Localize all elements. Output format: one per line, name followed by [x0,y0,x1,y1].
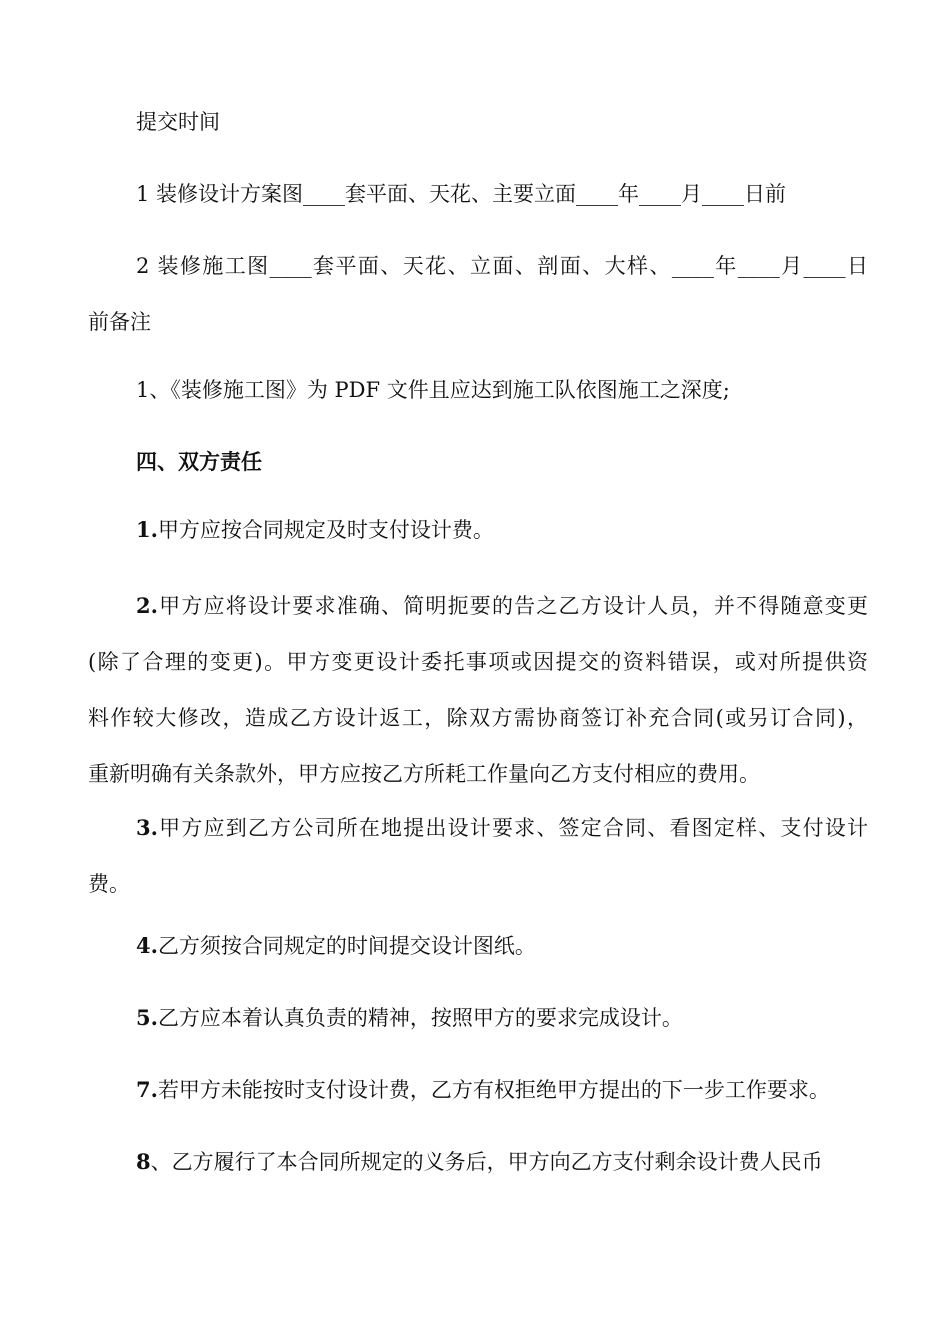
duty-4-text: 乙方须按合同规定的时间提交设计图纸。 [157,934,536,958]
duty-1-text: 甲方应按合同规定及时支付设计费。 [157,518,494,542]
duty-item-3 [88,800,868,912]
duty-7-text: 若甲方未能按时支付设计费，乙方有权拒绝甲方提出的下一步工作要求。 [157,1078,830,1102]
duty-item-4 [88,918,868,974]
duty-item-1 [88,502,868,558]
duty-item-5 [88,990,868,1046]
note-1-text: 1、《装修施工图》为 PDF 文件且应达到施工队依图施工之深度; [136,378,730,402]
duty-2-line2: (除了合理的变更)。甲方变更设计委托事项或因提交的资料错误，或对所提供资 [88,650,868,674]
submit-time-text: 提交时间 [136,110,220,134]
duty-1-number: 1. [136,517,158,542]
duty-2-line1 [88,578,868,634]
schedule-item-2-line1: 2 装修施工图____套平面、天花、立面、剖面、大样、____年____月____日 [136,254,868,278]
section-heading-text: 四、双方责任 [136,449,262,474]
duty-item-2 [88,578,868,802]
duty-3-number: 3. [136,815,158,840]
schedule-item-1-text: 1 装修设计方案图____套平面、天花、主要立面____年____月____日前 [136,182,787,206]
duty-8-number: 8 [136,1149,151,1174]
duty-item-7 [88,1062,868,1118]
duty-2-number: 2. [136,593,158,618]
duty-5-number: 5. [136,1005,158,1030]
duty-3-line1-text: 甲方应到乙方公司所在地提出设计要求、签定合同、看图定样、支付设计 [157,816,868,840]
duty-item-8 [88,1134,868,1190]
schedule-item-2-line2: 前备注 [88,310,151,334]
duty-8-text: 、乙方履行了本合同所规定的义务后，甲方向乙方支付剩余设计费人民币 [150,1150,823,1174]
duty-2-line1-text: 甲方应将设计要求准确、简明扼要的告之乙方设计人员，并不得随意变更 [157,594,868,618]
duty-7-number: 7. [136,1077,158,1102]
duty-3-line1 [88,800,868,856]
duty-2-line3: 料作较大修改，造成乙方设计返工，除双方需协商签订补充合同(或另订合同)， [88,706,868,730]
duty-4-number: 4. [136,933,158,958]
section-heading-duties [88,434,868,490]
submit-time-label [88,94,868,150]
note-1 [88,362,868,418]
schedule-item-2 [88,238,868,350]
schedule-item-1 [88,166,868,222]
duty-5-text: 乙方应本着认真负责的精神，按照甲方的要求完成设计。 [157,1006,683,1030]
duty-2-line4: 重新明确有关条款外，甲方应按乙方所耗工作量向乙方支付相应的费用。 [88,762,760,786]
duty-3-line2: 费。 [88,872,130,896]
